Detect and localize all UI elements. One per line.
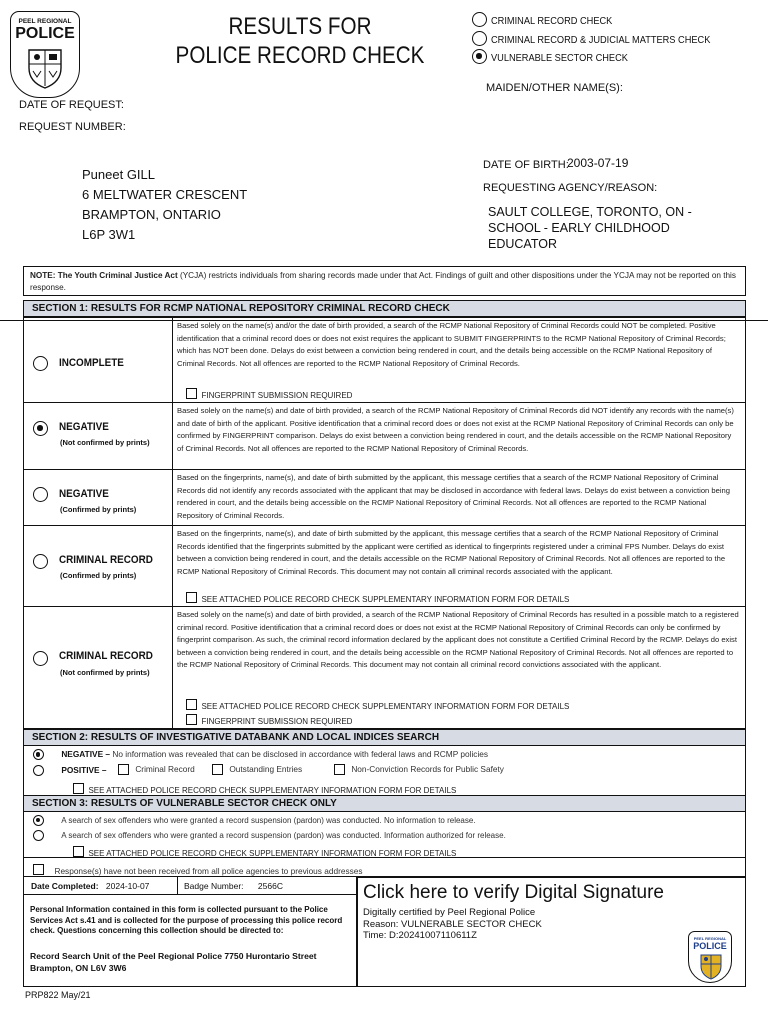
row-text: Based solely on the name(s) and date of birth provided, a search of the RCMP National Repository of Criminal Records has resulted in a possible match to a registered criminal record. Positive identification that a criminal record does or does not exist at the RCMP National Repository of Criminal Records can only be confirmed by fingerprint comparison. As such, the criminal record information declared by the applicant does not constitute a Certified Criminal Record by the RCMP. Delays do exist between a conviction being rendered in court, and the details being accessible on the RCMP National Repository of Criminal Records. Not all offences are reported to the RCMP National Repository of Criminal Records. This document may not contain all criminal record convictions associated with the applicant. [177, 610, 739, 670]
section1-row-incomplete [23, 317, 746, 403]
checkbox-icon[interactable] [186, 388, 197, 399]
check-type-options [472, 11, 741, 66]
checkbox-icon[interactable] [186, 699, 197, 710]
checkbox-icon[interactable] [334, 764, 345, 775]
agency-line2: SCHOOL - EARLY CHILDHOOD [488, 221, 670, 235]
requesting-agency-block [488, 204, 692, 252]
row-text: Based solely on the name(s) and date of birth provided, a search of the RCMP National Repository of Criminal Records did NOT identify any records with the name(s) and date of birth of the applicant. Positive identification that a criminal record does or does not exist at the RCMP National Repository of Criminal Records can only be confirmed by FINGERPRINT comparison. Delays do exist between a conviction being rendered in court, and the details accessible on the RCMP National Repository of Criminal Records. Not all offences are reported to the RCMP National Repository of Criminal Records. [177, 406, 734, 453]
checkbox-icon[interactable] [118, 764, 129, 775]
section2-body [23, 746, 746, 795]
privacy-notice: Personal Information contained in this form is collected pursuant to the Police Services Act s.41 and is collected for the purpose of processing this police record check. Questions concerning this collection should be directed to: [30, 905, 343, 935]
row-label-cell [24, 607, 173, 728]
checkbox-label: FINGERPRINT SUBMISSION REQUIRED [201, 717, 353, 726]
row-text: Based on the fingerprints, name(s), and date of birth submitted by the applicant, this message certifies that a search of the RCMP National Repository of Criminal Records identified that the fingerprints submitted by the applicant were certified as identical to fingerprints registered under a criminal FPS Number. Delays do exist between a conviction being rendered in court, and the details accessible on the RCMP National Repository of Criminal Records. Not all offences are reported to the RCMP National Repository of Criminal Records. This document may not contain all criminal records associated with the applicant. [177, 529, 726, 576]
section1-row-criminal-unconfirmed [23, 607, 746, 729]
check-type-vulnerable[interactable] [472, 48, 741, 66]
footer-left-box [23, 877, 357, 987]
fingerprint-checkbox[interactable] [186, 385, 352, 403]
ycja-note-prefix: NOTE: The Youth Criminal Justice Act [30, 271, 178, 280]
radio-icon[interactable] [33, 554, 48, 569]
check-type-label: CRIMINAL RECORD & JUDICIAL MATTERS CHECK [491, 34, 711, 46]
section2-negative-option[interactable] [33, 749, 488, 760]
row-sublabel: (Confirmed by prints) [60, 505, 137, 514]
logo-agency-top: PEEL REGIONAL [18, 18, 72, 25]
row-label-cell [24, 318, 173, 402]
digital-signature-box [357, 877, 746, 987]
row-label: CRIMINAL RECORD [59, 650, 153, 662]
option-text: A search of sex offenders who were granted a record suspension (pardon) was conducted. No information to release. [61, 815, 476, 825]
page-title-line2: POLICE RECORD CHECK [175, 42, 425, 69]
row-sublabel: (Not confirmed by prints) [60, 438, 150, 447]
applicant-address-line1: 6 MELTWATER CRESCENT [82, 187, 248, 202]
verify-signature-link[interactable]: Click here to verify Digital Signature [363, 882, 664, 903]
positive-outstanding-entries[interactable] [212, 764, 302, 775]
section3-body [23, 812, 746, 858]
radio-selected-icon[interactable] [33, 749, 44, 760]
date-completed-value: 2024-10-07 [105, 881, 150, 891]
requesting-agency-label: REQUESTING AGENCY/REASON: [483, 182, 658, 194]
signature-time: Time: D:20241007110611Z [363, 930, 477, 941]
responses-note-row [23, 858, 746, 877]
agency-line1: SAULT COLLEGE, TORONTO, ON - [488, 205, 692, 219]
section1-row-criminal-confirmed [23, 526, 746, 607]
row-label: CRIMINAL RECORD [59, 554, 153, 566]
applicant-name: Puneet GILL [82, 167, 155, 182]
radio-selected-icon[interactable] [33, 815, 44, 826]
badge-number-value: 2566C [257, 881, 283, 891]
checkbox-icon[interactable] [212, 764, 223, 775]
row-label: INCOMPLETE [59, 357, 124, 369]
positive-non-conviction[interactable] [334, 764, 504, 775]
logo-agency-name: POLICE [15, 25, 75, 42]
checkbox-icon[interactable] [186, 714, 197, 725]
applicant-address-line2: BRAMPTON, ONTARIO [82, 207, 221, 222]
applicant-block [82, 165, 247, 245]
crest-icon [25, 46, 65, 90]
check-type-criminal[interactable] [472, 11, 741, 30]
seal-agency-name: POLICE [693, 941, 727, 951]
checkbox-label: Outstanding Entries [229, 764, 303, 774]
row-sublabel: (Not confirmed by prints) [60, 668, 150, 677]
row-label-cell [24, 403, 173, 469]
row-label: NEGATIVE [59, 488, 109, 500]
section1-row-negative-unconfirmed [23, 403, 746, 470]
checkbox-label: FINGERPRINT SUBMISSION REQUIRED [201, 391, 353, 400]
date-completed-cell [24, 877, 178, 895]
checkbox-icon[interactable] [73, 846, 84, 857]
section3-option-authorized[interactable] [33, 830, 506, 841]
radio-icon[interactable] [33, 830, 44, 841]
radio-icon[interactable] [472, 31, 487, 46]
row-label-cell [24, 526, 173, 606]
row-sublabel: (Confirmed by prints) [60, 571, 137, 580]
ycja-note [23, 266, 746, 296]
certified-by: Digitally certified by Peel Regional Police [363, 907, 536, 918]
request-number-label: REQUEST NUMBER: [19, 121, 126, 133]
peel-police-logo [10, 11, 80, 98]
signature-details [363, 907, 542, 942]
negative-text: No information was revealed that can be disclosed in accordance with federal laws and RCMP policies [112, 749, 489, 759]
positive-label: POSITIVE – [61, 765, 107, 775]
row-label: NEGATIVE [59, 421, 109, 433]
badge-number-cell [178, 877, 358, 895]
section1-title: SECTION 1: RESULTS FOR RCMP NATIONAL REPOSITORY CRIMINAL RECORD CHECK [23, 300, 746, 317]
date-of-request-label: DATE OF REQUEST: [19, 99, 124, 111]
checkbox-label: Criminal Record [135, 764, 195, 774]
dob-value: 2003-07-19 [567, 156, 629, 170]
agency-line3: EDUCATOR [488, 237, 557, 251]
section2-positive-option[interactable] [33, 765, 107, 776]
badge-number-label: Badge Number: [184, 881, 244, 891]
check-type-label: CRIMINAL RECORD CHECK [491, 15, 613, 27]
section3-option-no-info[interactable] [33, 815, 476, 826]
responses-note-text: Response(s) have not been received from all police agencies to previous addresses [54, 866, 363, 876]
negative-label: NEGATIVE – [61, 749, 111, 759]
positive-criminal-record[interactable] [118, 764, 195, 775]
page-title-line1: RESULTS FOR [228, 13, 372, 40]
radio-icon[interactable] [33, 487, 48, 502]
checkbox-label: SEE ATTACHED POLICE RECORD CHECK SUPPLEMENTARY INFORMATION FORM FOR DETAILS [201, 595, 570, 604]
row-label-cell [24, 470, 173, 525]
applicant-postal-code: L6P 3W1 [82, 227, 136, 242]
row-text: Based solely on the name(s) and/or the date of birth provided, a search of the RCMP National Repository of Criminal Records could NOT be completed. Positive identification that a criminal record does or does not exist requires the applicant to SUBMIT FINGERPRINTS to the RCMP National Repository of Criminal Records; which has NOT been done. Delays do exist between a conviction being rendered in court, and the details being accessible on the RCMP National Repository of Criminal Records. Not all offences are reported to the RCMP National Repository of Criminal Records. [177, 321, 726, 368]
form-code: PRP822 May/21 [25, 990, 91, 1000]
option-text: A search of sex offenders who were granted a record suspension (pardon) was conducted. Information authorized for release. [61, 830, 506, 840]
record-search-address: Record Search Unit of the Peel Regional Police 7750 Hurontario Street Brampton, ON L6V 3W6 [30, 951, 317, 973]
peel-police-seal-icon [688, 931, 732, 983]
checkbox-icon[interactable] [33, 864, 44, 875]
seal-agency-top: PEEL REGIONAL [693, 936, 727, 941]
fingerprint-checkbox[interactable] [186, 711, 352, 729]
checkbox-label: SEE ATTACHED POLICE RECORD CHECK SUPPLEMENTARY INFORMATION FORM FOR DETAILS [88, 786, 457, 795]
radio-icon[interactable] [33, 651, 48, 666]
maiden-name-label: MAIDEN/OTHER NAME(S): [486, 82, 623, 94]
section3-title: SECTION 3: RESULTS OF VULNERABLE SECTOR CHECK ONLY [23, 795, 746, 812]
check-type-label: VULNERABLE SECTOR CHECK [491, 52, 629, 64]
dob-label: DATE OF BIRTH: [483, 159, 569, 171]
crest-icon [699, 953, 723, 980]
ycja-note-text: (YCJA) restricts individuals from sharing records made under that Act. Findings of guilt and other dispositions under the YCJA may not be reported on this response. [30, 271, 736, 292]
radio-selected-icon[interactable] [472, 49, 487, 64]
checkbox-label: Non-Conviction Records for Public Safety [351, 764, 504, 774]
date-completed-label: Date Completed: [31, 881, 99, 891]
radio-icon[interactable] [33, 356, 48, 371]
signature-reason: Reason: VULNERABLE SECTOR CHECK [363, 918, 542, 930]
check-type-judicial[interactable] [472, 30, 741, 48]
radio-selected-icon[interactable] [33, 421, 48, 436]
radio-icon[interactable] [33, 765, 44, 776]
see-attached-checkbox[interactable] [186, 589, 569, 607]
checkbox-label: SEE ATTACHED POLICE RECORD CHECK SUPPLEMENTARY INFORMATION FORM FOR DETAILS [88, 849, 457, 858]
checkbox-icon[interactable] [186, 592, 197, 603]
checkbox-icon[interactable] [73, 783, 84, 794]
checkbox-label: SEE ATTACHED POLICE RECORD CHECK SUPPLEMENTARY INFORMATION FORM FOR DETAILS [201, 702, 570, 711]
section1-row-negative-confirmed [23, 470, 746, 526]
row-text: Based on the fingerprints, name(s), and date of birth submitted by the applicant, this message certifies that a search of the RCMP National Repository of Criminal Records did not identify any records associated with the applicant that may be disclosed in accordance with federal laws. Delays do exist between a conviction being rendered in court, and the details being accessible on the RCMP National Repository of Criminal Records. Not all offences are reported to the RCMP National Repository of Criminal Records. [177, 473, 730, 520]
radio-icon[interactable] [472, 12, 487, 27]
section2-title: SECTION 2: RESULTS OF INVESTIGATIVE DATABANK AND LOCAL INDICES SEARCH [23, 729, 746, 746]
